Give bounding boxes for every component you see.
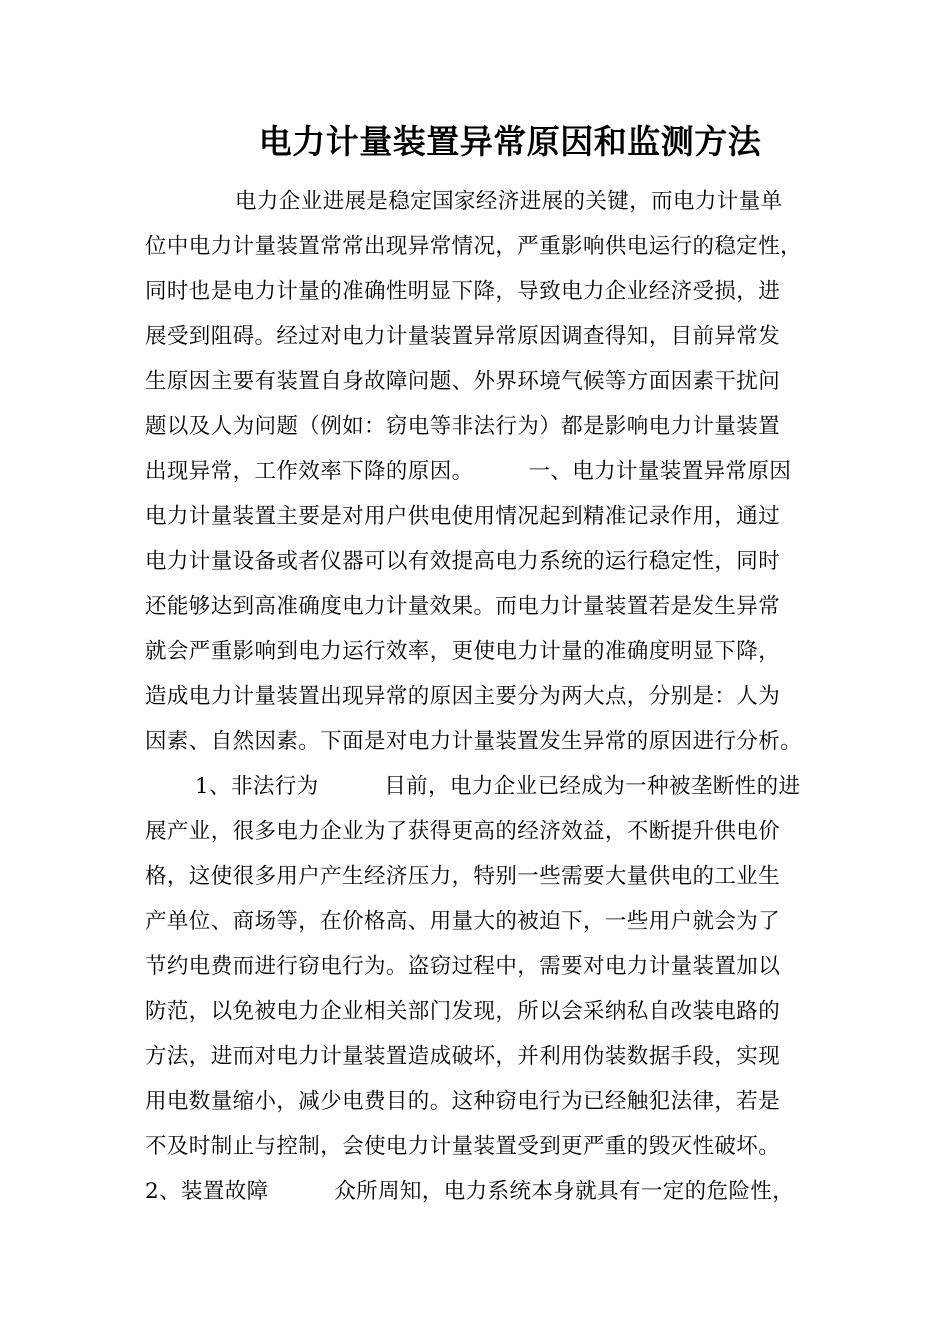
text-line: 产单位、商场等，在价格高、用量大的被迫下，一些用户就会为了 xyxy=(145,909,781,934)
text-line: 节约电费而进行窃电行为。盗窃过程中，需要对电力计量装置加以 xyxy=(145,954,781,979)
text-line: 2、装置故障 众所周知，电力系统本身就具有一定的危险性， xyxy=(145,1179,795,1204)
text-line: 电力计量装置主要是对用户供电使用情况起到精准记录作用，通过 xyxy=(145,504,781,529)
text-line: 格，这使很多用户产生经济压力，特别一些需要大量供电的工业生 xyxy=(145,864,781,889)
text-line: 还能够达到高准确度电力计量效果。而电力计量装置若是发生异常 xyxy=(145,594,781,619)
text-line: 电力计量设备或者仪器可以有效提高电力系统的运行稳定性，同时 xyxy=(145,549,781,574)
text-line: 就会严重影响到电力运行效率，更使电力计量的准确度明显下降， xyxy=(145,639,781,664)
text-line: 不及时制止与控制，会使电力计量装置受到更严重的毁灭性破坏。 xyxy=(145,1134,781,1159)
text-line: 电力企业进展是稳定国家经济进展的关键，而电力计量单 xyxy=(235,189,783,214)
text-line: 造成电力计量装置出现异常的原因主要分为两大点，分别是：人为 xyxy=(145,684,781,709)
text-line: 生原因主要有装置自身故障问题、外界环境气候等方面因素干扰问 xyxy=(145,369,781,394)
text-line: 因素、自然因素。下面是对电力计量装置发生异常的原因进行分析。 xyxy=(145,729,803,754)
text-line: 位中电力计量装置常常出现异常情况，严重影响供电运行的稳定性， xyxy=(145,234,803,259)
text-line: 出现异常，工作效率下降的原因。 一、电力计量装置异常原因 xyxy=(145,459,792,484)
document-title: 电力计量装置异常原因和监测方法 xyxy=(258,122,762,161)
text-line: 方法，进而对电力计量装置造成破坏，并利用伪装数据手段，实现 xyxy=(145,1044,781,1069)
text-line: 同时也是电力计量的准确性明显下降，导致电力企业经济受损，进 xyxy=(145,279,781,304)
text-line: 防范，以免被电力企业相关部门发现，所以会采纳私自改装电路的 xyxy=(145,999,781,1024)
text-line: 题以及人为问题（例如：窃电等非法行为）都是影响电力计量装置 xyxy=(145,414,781,439)
text-line: 1、非法行为 目前，电力企业已经成为一种被垄断性的进 xyxy=(195,774,801,799)
text-line: 展产业，很多电力企业为了获得更高的经济效益，不断提升供电价 xyxy=(145,819,781,844)
text-line: 用电数量缩小，减少电费目的。这种窃电行为已经触犯法律，若是 xyxy=(145,1089,781,1114)
text-line: 展受到阻碍。经过对电力计量装置异常原因调查得知，目前异常发 xyxy=(145,324,781,349)
